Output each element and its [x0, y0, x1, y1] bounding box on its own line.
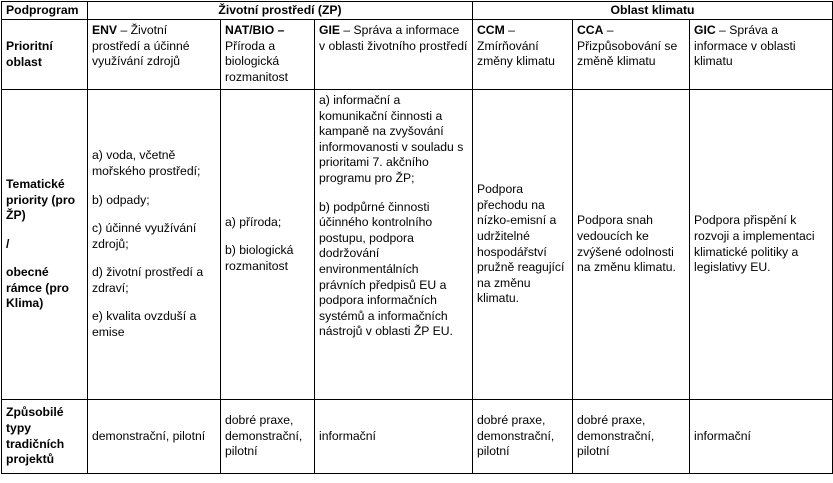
gic-code: GIC — [694, 23, 716, 37]
nat-priority-item: b) biologická rozmanitost — [225, 243, 294, 273]
gie-text: – Správa a informace v oblasti životního prostředí — [319, 23, 468, 53]
cca-framework: Podpora snah vedoucích ke zvýšené odolnosti na změnu klimatu. — [573, 90, 690, 400]
tematicke-priority-row — [2, 90, 833, 400]
tematicke-label-line1: Tematické priority (pro ŽP) — [6, 176, 76, 223]
gie-cell — [315, 20, 473, 90]
cca-cell — [573, 20, 690, 90]
cca-text: – Přizpůsobování se změně klimatu — [577, 23, 678, 69]
prioritni-oblast-row — [2, 20, 833, 90]
env-priority-item: d) životní prostředí a zdraví; — [92, 265, 204, 295]
ccm-framework: Podpora přechodu na nízko-emisní a udržitelné hospodářství pružně reagující na změnu klimatu. — [473, 90, 573, 400]
nat-priority-item: a) příroda; — [225, 214, 282, 229]
env-code: ENV — [92, 23, 118, 37]
typy-projektu-label: Způsobilé typy tradičních projektů — [2, 400, 88, 474]
env-priority-item: e) kvalita ovzduší a emise — [92, 309, 197, 340]
gie-priority-item: a) informační a komunikační činnosti a kampaně na zvyšování informovanosti v souladu s prioritami 7. akčního programu pro ŽP; — [319, 93, 464, 185]
ccm-code: CCM — [477, 23, 505, 37]
prioritni-oblast-label: Prioritní oblast — [2, 20, 88, 90]
env-priority-item: c) účinné využívání zdrojů; — [92, 221, 197, 251]
typy-projektu-row — [2, 400, 833, 474]
env-cell — [88, 20, 221, 90]
gie-priority-item: b) podpůrné činnosti účinného kontrolního postupu, podpora dodržování environmentálních právních předpisů EU a podpora informačních systémů a informačních nástrojů v oblasti ŽP EU. — [319, 199, 453, 339]
header-row — [2, 2, 833, 20]
life-subprograms-table — [1, 1, 833, 474]
tematicke-label-line2: obecné rámce (pro Klima) — [6, 265, 69, 311]
nat-project-types: dobré praxe, demonstrační, pilotní — [221, 400, 315, 474]
cca-code: CCA — [577, 23, 604, 37]
gie-code: GIE — [319, 23, 340, 37]
ccm-text: – Zmírňování změny klimatu — [477, 23, 555, 69]
tematicke-label-slash: / — [6, 236, 10, 251]
nat-code: NAT/BIO – — [225, 23, 285, 37]
cca-project-types: dobré praxe, demonstrační, pilotní — [573, 400, 690, 474]
gie-priority-list — [315, 90, 473, 400]
header-podprogram: Podprogram — [2, 2, 88, 20]
header-zivotni-prostredi: Životní prostředí (ZP) — [88, 2, 473, 20]
nat-cell — [221, 20, 315, 90]
gic-project-types: informační — [690, 400, 833, 474]
gic-framework: Podpora přispění k rozvoji a implementaci klimatické politiky a legislativy EU. — [690, 90, 833, 400]
gic-text: – Správa a informace v oblasti klimatu — [694, 23, 796, 69]
env-text: – Životní prostředí a účinné využívání zdrojů — [92, 23, 190, 69]
env-priority-item: a) voda, včetně mořského prostředí; — [92, 148, 201, 178]
gie-project-types: informační — [315, 400, 473, 474]
env-priority-item: b) odpady; — [92, 192, 150, 207]
ccm-project-types: dobré praxe, demonstrační, pilotní — [473, 400, 573, 474]
gic-cell — [690, 20, 833, 90]
env-project-types: demonstrační, pilotní — [88, 400, 221, 474]
nat-priority-list — [221, 90, 315, 400]
nat-text: Příroda a biologická rozmanitost — [225, 38, 288, 84]
header-oblast-klimatu: Oblast klimatu — [473, 2, 833, 20]
tematicke-priority-label — [2, 90, 88, 400]
env-priority-list — [88, 90, 221, 400]
ccm-cell — [473, 20, 573, 90]
